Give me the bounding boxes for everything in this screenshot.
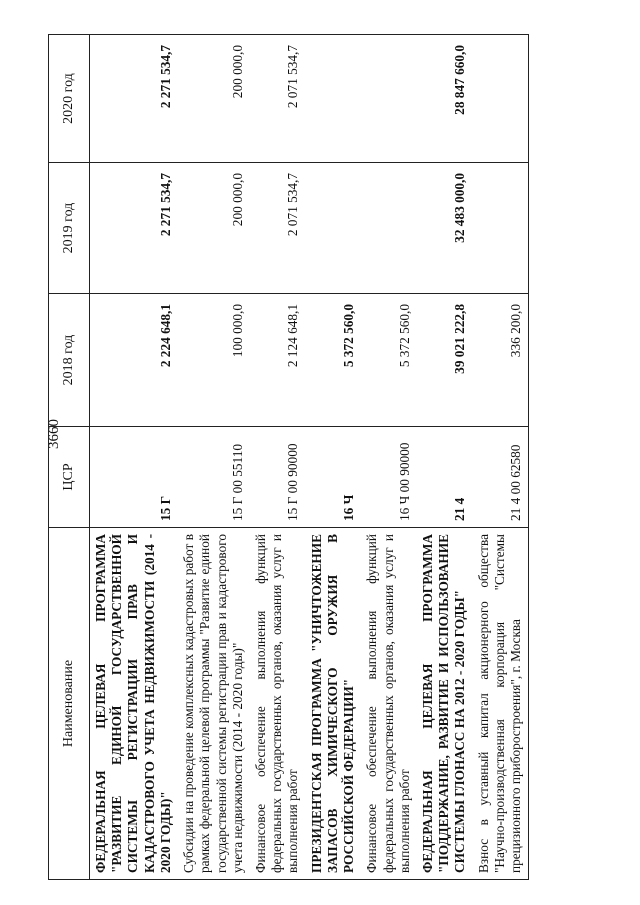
header-name: Наименование [49,528,90,880]
row-2018: 5 372 560,0 [361,294,417,427]
row-name: ПРЕЗИДЕНТСКАЯ ПРОГРАММА "УНИЧТОЖЕНИЕ ЗАПАСОВ ХИМИЧЕСКОГО ОРУЖИЯ В РОССИЙСКОЙ ФЕДЕРАЦИИ" [306,528,362,880]
table-row [250,35,306,880]
row-2018: 39 021 222,8 [417,294,473,427]
row-2019: 2 271 534,7 [90,163,179,294]
row-name: Финансовое обеспечение выполнения функций федеральных государственных органов, оказания услуг и выполнения работ [250,528,306,880]
row-2020: 2 271 534,7 [90,35,179,163]
table-row [417,35,473,880]
row-csr: 15 Г 00 55110 [178,427,250,528]
table-row [473,35,529,880]
table-row [361,35,417,880]
row-csr: 16 Ч [306,427,362,528]
row-2019: 2 071 534,7 [250,163,306,294]
row-2018: 5 372 560,0 [306,294,362,427]
rotated-table-wrapper [48,35,608,880]
row-2018: 2 124 648,1 [250,294,306,427]
row-csr: 15 Г [90,427,179,528]
row-2020 [473,35,529,163]
row-name: ФЕДЕРАЛЬНАЯ ЦЕЛЕВАЯ ПРОГРАММА "РАЗВИТИЕ ЕДИНОЙ ГОСУДАРСТВЕННОЙ СИСТЕМЫ РЕГИСТРАЦИИ ПРАВ И КАДАСТРОВОГО УЧЕТА НЕДВИЖИМОСТИ (2014 - 2020 ГОДЫ)" [90,528,179,880]
row-2019: 200 000,0 [178,163,250,294]
row-2019 [306,163,362,294]
row-name: Финансовое обеспечение выполнения функций федеральных государственных органов, оказания услуг и выполнения работ [361,528,417,880]
header-csr: ЦСР [49,427,90,528]
row-2018: 336 200,0 [473,294,529,427]
row-name: ФЕДЕРАЛЬНАЯ ЦЕЛЕВАЯ ПРОГРАММА "ПОДДЕРЖАНИЕ, РАЗВИТИЕ И ИСПОЛЬЗОВАНИЕ СИСТЕМЫ ГЛОНАСС НА 2012 - 2020 ГОДЫ" [417,528,473,880]
header-2020: 2020 год [49,35,90,163]
row-2019 [361,163,417,294]
page-number: 3660 [46,419,62,449]
row-csr: 21 4 00 62580 [473,427,529,528]
table-row [178,35,250,880]
row-2020: 28 847 660,0 [417,35,473,163]
row-2020: 2 071 534,7 [250,35,306,163]
table-header-row [49,35,90,880]
row-csr: 15 Г 00 90000 [250,427,306,528]
table-row [90,35,179,880]
row-2019: 32 483 000,0 [417,163,473,294]
table-row [306,35,362,880]
row-2018: 2 224 648,1 [90,294,179,427]
row-csr: 16 Ч 00 90000 [361,427,417,528]
budget-table [48,34,529,880]
row-2020 [361,35,417,163]
row-csr: 21 4 [417,427,473,528]
header-2018: 2018 год [49,294,90,427]
header-2019: 2019 год [49,163,90,294]
row-name: Субсидии на проведение комплексных кадастровых работ в рамках федеральной целевой программы "Развитие единой государственной системы регистрации прав и кадастрового учета недвижимости (2014 - 2020 годы)" [178,528,250,880]
row-2020: 200 000,0 [178,35,250,163]
row-2019 [473,163,529,294]
row-name: Взнос в уставный капитал акционерного общества "Научно-производственная корпорация "Системы прецизионного приборостроения", г. Москва [473,528,529,880]
row-2018: 100 000,0 [178,294,250,427]
row-2020 [306,35,362,163]
